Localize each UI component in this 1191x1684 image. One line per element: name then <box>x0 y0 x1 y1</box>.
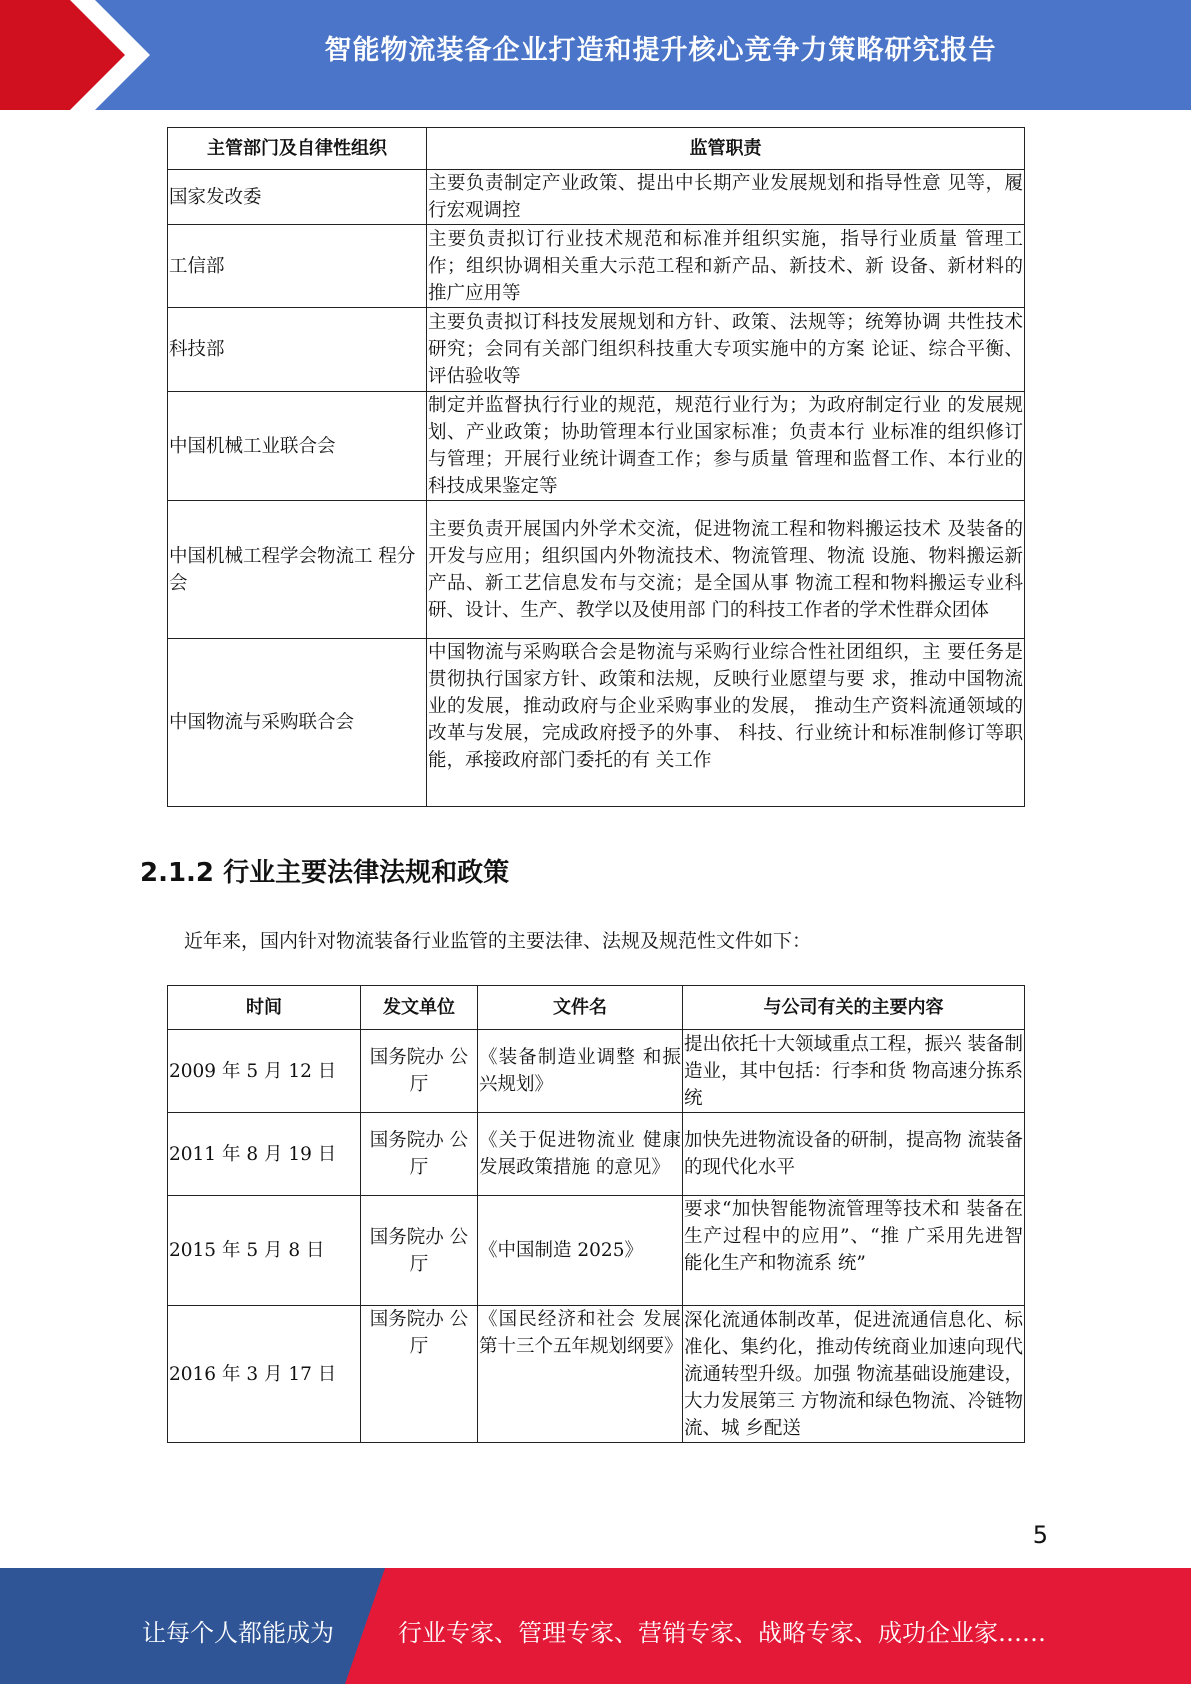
column-header: 主管部门及自律性组织 <box>168 128 427 170</box>
duty-cell: 主要负责拟订科技发展规划和方针、政策、法规等；统筹协调 共性技术研究；会同有关部门组织科技重大专项实施中的方案 论证、综合平衡、评估验收等 <box>427 308 1025 392</box>
date-cell: 2015 年 5 月 8 日 <box>168 1196 361 1306</box>
column-header: 发文单位 <box>361 986 478 1030</box>
duty-cell: 中国物流与采购联合会是物流与采购行业综合性社团组织，主 要任务是贯彻执行国家方针、政策和法规，反映行业愿望与要 求，推动中国物流业的发展，推动政府与企业采购事业的发展， 推动生产资料流通领域的改革与发展，完成政府授予的外事、 科技、行业统计和标准制修订等职能，承接政府部门委托的有 关工作 <box>427 639 1025 807</box>
table-header-row <box>168 128 1025 170</box>
page-number: 5 <box>1032 1521 1048 1549</box>
column-header: 与公司有关的主要内容 <box>683 986 1025 1030</box>
org-cell: 中国物流与采购联合会 <box>168 639 427 807</box>
issuer-cell: 国务院办 公厅 <box>361 1306 478 1443</box>
duty-cell: 主要负责制定产业政策、提出中长期产业发展规划和指导性意 见等，履行宏观调控 <box>427 170 1025 225</box>
date-cell: 2016 年 3 月 17 日 <box>168 1306 361 1443</box>
report-title: 智能物流装备企业打造和提升核心竞争力策略研究报告 <box>324 35 997 66</box>
table-row <box>168 639 1025 807</box>
table-row <box>168 1113 1025 1196</box>
regulators-table <box>167 127 1025 807</box>
column-header: 监管职责 <box>427 128 1025 170</box>
table-header-row <box>168 986 1025 1030</box>
page-header <box>0 0 1191 110</box>
table-row <box>168 308 1025 392</box>
policies-table <box>167 985 1025 1443</box>
issuer-cell: 国务院办 公厅 <box>361 1030 478 1113</box>
duty-cell: 主要负责开展国内外学术交流，促进物流工程和物料搬运技术 及装备的开发与应用；组织国内外物流技术、物流管理、物流 设施、物料搬运新产品、新工艺信息发布与交流；是全国从事 物流工程和物料搬运专业科研、设计、生产、教学以及使用部 门的科技工作者的学术性群众团体 <box>427 501 1025 639</box>
content-cell: 加快先进物流设备的研制，提高物 流装备的现代化水平 <box>683 1113 1025 1196</box>
issuer-cell: 国务院办 公厅 <box>361 1113 478 1196</box>
table-row <box>168 501 1025 639</box>
document-cell: 《中国制造 2025》 <box>478 1196 683 1306</box>
issuer-cell: 国务院办 公厅 <box>361 1196 478 1306</box>
page-footer <box>0 1568 1191 1684</box>
duty-cell: 主要负责拟订行业技术规范和标准并组织实施，指导行业质量 管理工作；组织协调相关重大示范工程和新产品、新技术、新 设备、新材料的推广应用等 <box>427 225 1025 308</box>
table-row <box>168 170 1025 225</box>
org-cell: 中国机械工业联合会 <box>168 392 427 501</box>
document-cell: 《国民经济和社会 发展第十三个五年规划纲要》 <box>478 1306 683 1443</box>
footer-slogan-left: 让每个人都能成为 <box>142 1619 334 1647</box>
table-row <box>168 1196 1025 1306</box>
date-cell: 2009 年 5 月 12 日 <box>168 1030 361 1113</box>
table-row <box>168 392 1025 501</box>
table-row <box>168 1030 1025 1113</box>
document-cell: 《装备制造业调整 和振兴规划》 <box>478 1030 683 1113</box>
org-cell: 国家发改委 <box>168 170 427 225</box>
document-cell: 《关于促进物流业 健康发展政策措施 的意见》 <box>478 1113 683 1196</box>
section-intro: 近年来，国内针对物流装备行业监管的主要法律、法规及规范性文件如下： <box>184 930 812 952</box>
org-cell: 中国机械工程学会物流工 程分会 <box>168 501 427 639</box>
column-header: 文件名 <box>478 986 683 1030</box>
org-cell: 工信部 <box>168 225 427 308</box>
table-row <box>168 1306 1025 1443</box>
duty-cell: 制定并监督执行行业的规范，规范行业行为；为政府制定行业 的发展规划、产业政策；协助管理本行业国家标准；负责本行 业标准的组织修订与管理；开展行业统计调查工作；参与质量 管理和监督工作、本行业的科技成果鉴定等 <box>427 392 1025 501</box>
column-header: 时间 <box>168 986 361 1030</box>
section-heading: 2.1.2 行业主要法律法规和政策 <box>140 858 510 888</box>
footer-slogan-right: 行业专家、管理专家、营销专家、战略专家、成功企业家…… <box>398 1619 1046 1647</box>
date-cell: 2011 年 8 月 19 日 <box>168 1113 361 1196</box>
table-row <box>168 225 1025 308</box>
org-cell: 科技部 <box>168 308 427 392</box>
content-cell: 深化流通体制改革，促进流通信息化、标准化、集约化，推动传统商业加速向现代流通转型升级。加强 物流基础设施建设，大力发展第三 方物流和绿色物流、冷链物流、城 乡配送 <box>683 1306 1025 1443</box>
content-cell: 要求“加快智能物流管理等技术和 装备在生产过程中的应用”、“推 广采用先进智能化生产和物流系 统” <box>683 1196 1025 1306</box>
content-cell: 提出依托十大领域重点工程，振兴 装备制造业，其中包括：行李和货 物高速分拣系统 <box>683 1030 1025 1113</box>
